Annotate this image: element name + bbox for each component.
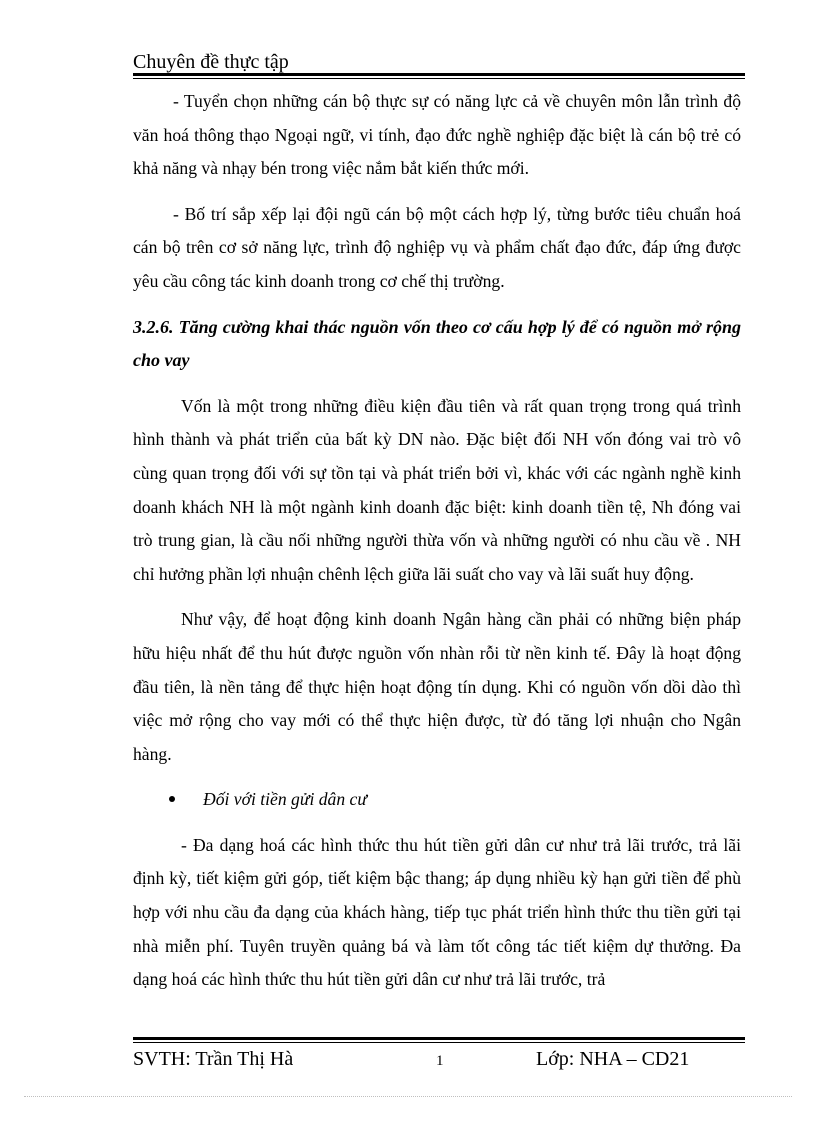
footer-page-number: 1 (436, 1053, 444, 1069)
bullet-item-text: Đối với tiền gửi dân cư (203, 789, 367, 810)
footer-student-name: SVTH: Trần Thị Hà (133, 1048, 294, 1070)
paragraph-capital-role: Vốn là một trong những điều kiện đầu tiên và rất quan trọng trong quá trình hình thành và phát triển của bất kỳ DN nào. Đặc biệt đối NH vốn đóng vai trò vô cùng quan trọng đối với sự tồn tại và phát triển bởi vì, khác với các ngành nghề kinh doanh khách NH là một ngành kinh doanh đặc biệt: kinh doanh tiền tệ, Nh đóng vai trò trung gian, là cầu nối những người thừa vốn và những người có nhu cầu về . NH chỉ hưởng phần lợi nhuận chênh lệch giữa lãi suất cho vay và lãi suất huy động. (133, 395, 741, 584)
bullet-item (133, 783, 741, 817)
paragraph-deposit-diversification: - Đa dạng hoá các hình thức thu hút tiền gửi dân cư như trả lãi trước, trả lãi định kỳ, tiết kiệm gửi góp, tiết kiệm bậc thang; áp dụng nhiều kỳ hạn gửi tiền để phù hợp với nhu cầu đa dạng của khách hàng, tiếp tục phát triển hình thức thu tiền gửi tại nhà miễn phí. Tuyên truyền quảng bá và làm tốt công tác tiết kiệm dự thưởng. Đa dạng hoá các hình thức thu hút tiền gửi dân cư như trả lãi trước, trả (133, 834, 741, 990)
header-rule-thick (133, 73, 745, 76)
page-bottom-divider (24, 1096, 792, 1097)
paragraph-staff-arrangement: - Bố trí sắp xếp lại đội ngũ cán bộ một cách hợp lý, từng bước tiêu chuẩn hoá cán bộ trên cơ sở năng lực, trình độ nghiệp vụ và phẩm chất đạo đức, đáp ứng được yêu cầu công tác kinh doanh trong cơ chế thị trường. (133, 203, 741, 291)
section-heading: 3.2.6. Tăng cường khai thác nguồn vốn theo cơ cấu hợp lý để có nguồn mở rộng cho vay (133, 316, 741, 371)
header-rule-thin (133, 78, 745, 79)
header-title: Chuyên đề thực tập (133, 51, 289, 73)
paragraph-mobilization: Như vậy, để hoạt động kinh doanh Ngân hàng cần phải có những biện pháp hữu hiệu nhất để thu hút được nguồn vốn nhàn rỗi từ nền kinh tế. Đây là hoạt động đầu tiên, là nền tảng để thực hiện hoạt động tín dụng. Khi có nguồn vốn dồi dào thì việc mở rộng cho vay mới có thể thực hiện được, từ đó tăng lợi nhuận cho Ngân hàng. (133, 609, 741, 764)
footer-class-label: Lớp: NHA – CD21 (536, 1048, 690, 1070)
footer-rule-thick (133, 1037, 745, 1040)
footer-rule-thin (133, 1042, 745, 1043)
paragraph-recruitment: - Tuyển chọn những cán bộ thực sự có năng lực cả về chuyên môn lẫn trình độ văn hoá thông thạo Ngoại ngữ, vi tính, đạo đức nghề nghiệp đặc biệt là cán bộ trẻ có khả năng và nhạy bén trong việc nắm bắt kiến thức mới. (133, 91, 741, 179)
body-text (133, 85, 741, 1009)
